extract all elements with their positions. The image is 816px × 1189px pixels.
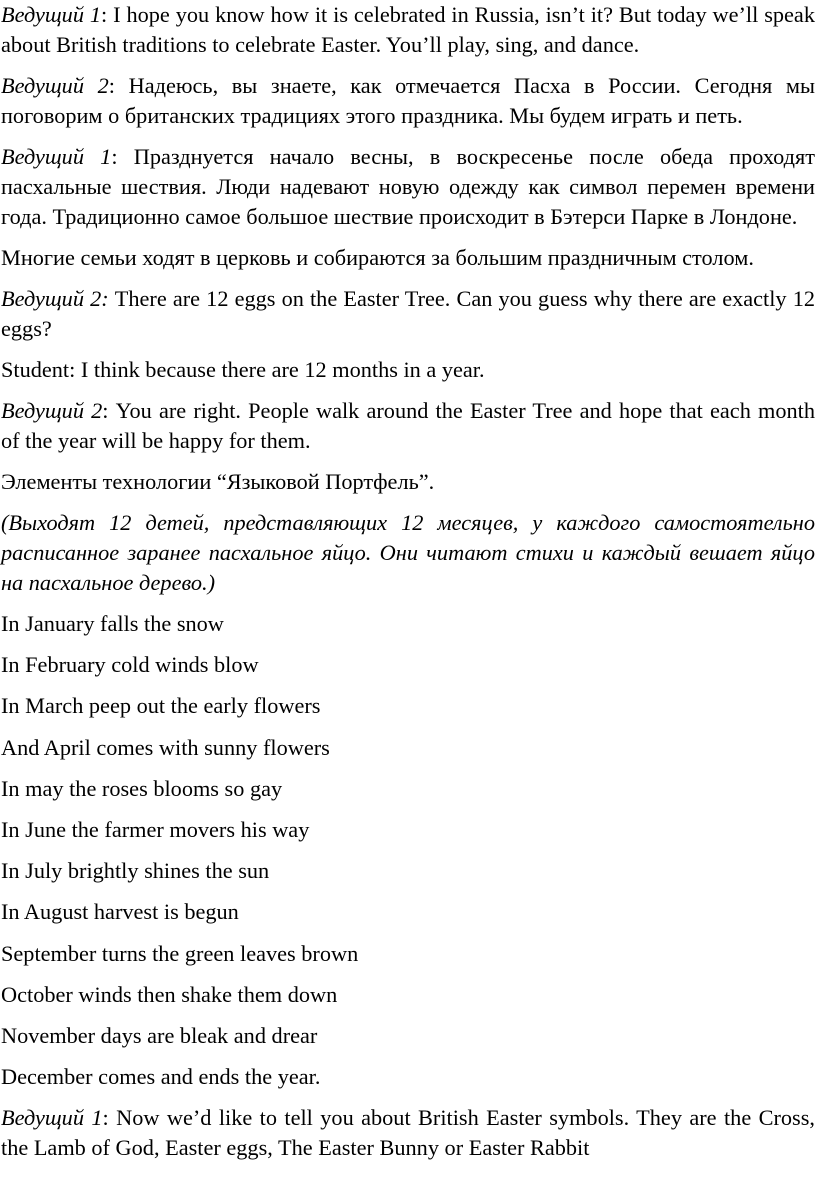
paragraph-host2-right: [1, 396, 815, 456]
paragraph-families: [1, 243, 815, 273]
speaker-separator: :: [102, 398, 109, 423]
paragraph-text: I hope you know how it is celebrated in Russia, isn’t it? But today we’ll speak about British traditions to celebrate Easter. You’ll play, sing, and dance.: [1, 2, 815, 57]
paragraph-text: Student: I think because there are 12 months in a year.: [1, 357, 485, 382]
poem-line: In may the roses blooms so gay: [1, 775, 283, 801]
paragraph-student: [1, 355, 815, 385]
paragraph-host1-symbols: [1, 1103, 815, 1163]
month-poem: [1, 609, 815, 1092]
speaker-separator: :: [108, 73, 115, 98]
paragraph-text: Многие семьи ходят в церковь и собираются за большим праздничным столом.: [1, 245, 754, 270]
speaker-separator: :: [102, 1105, 109, 1131]
speaker-label: Ведущий 2:: [1, 286, 109, 311]
speaker-label: Ведущий 1: [1, 2, 102, 27]
speaker-separator: :: [101, 2, 108, 27]
paragraph-host2-eggs: [1, 284, 815, 344]
poem-line: October winds then shake them down: [1, 981, 338, 1007]
speaker-label: Ведущий 1: [1, 1105, 103, 1131]
poem-line: December comes and ends the year.: [1, 1064, 321, 1090]
paragraph-host1-intro: [1, 0, 815, 60]
poem-line: In January falls the snow: [1, 611, 224, 636]
poem-line: In June the farmer movers his way: [1, 816, 310, 842]
poem-line: In August harvest is begun: [1, 899, 239, 925]
paragraph-text: You are right. People walk around the Easter Tree and hope that each month of the year will be happy for them.: [1, 398, 815, 453]
document-page: [1, 0, 815, 1174]
paragraph-text: Элементы технологии “Языковой Портфель”.: [1, 469, 435, 494]
paragraph-portfolio: [1, 467, 815, 497]
paragraph-text: Now we’d like to tell you about British Easter symbols. They are the Cross, the Lamb of God, Easter eggs, The Easter Bunny or Easter Rabbit: [1, 1105, 815, 1161]
poem-line: September turns the green leaves brown: [1, 940, 359, 966]
speaker-separator: :: [111, 144, 118, 169]
stage-direction: (Выходят 12 детей, представляющих 12 месяцев, у каждого самостоятельно расписанное заранее пасхальное яйцо. Они читают стихи и каждый вешает яйцо на пасхальное дерево.): [1, 510, 815, 595]
paragraph-text: Надеюсь, вы знаете, как отмечается Пасха в России. Сегодня мы поговорим о британских традициях этого праздника. Мы будем играть и петь.: [1, 73, 815, 128]
speaker-label: Ведущий 2: [1, 73, 109, 98]
paragraph-text: Празднуется начало весны, в воскресенье после обеда проходят пасхальные шествия. Люди надевают новую одежду как символ перемен времени года. Традиционно самое большое шествие происходит в Бэтерси Парке в Лондоне.: [1, 144, 816, 229]
paragraph-host1-spring: [1, 142, 815, 232]
poem-line: In February cold winds blow: [1, 652, 259, 678]
speaker-label: Ведущий 2: [1, 398, 103, 423]
speaker-label: Ведущий 1: [1, 144, 112, 169]
paragraph-text: There are 12 eggs on the Easter Tree. Can you guess why there are exactly 12 eggs?: [1, 286, 815, 341]
poem-line: In July brightly shines the sun: [1, 858, 270, 884]
poem-line: And April comes with sunny flowers: [1, 734, 330, 760]
poem-line: November days are bleak and drear: [1, 1022, 318, 1048]
paragraph-host2-intro: [1, 71, 815, 131]
poem-line: In March peep out the early flowers: [1, 693, 321, 719]
